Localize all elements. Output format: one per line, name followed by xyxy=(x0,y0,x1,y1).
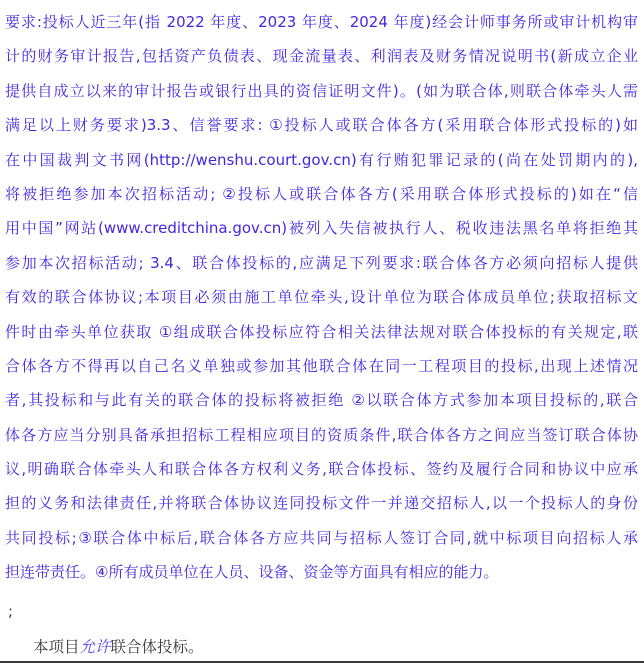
project-statement xyxy=(0,636,644,658)
body-line: 将被拒绝参加本次招标活动; ②投标人或联合体各方(采用联合体形式投标的)如在“信 xyxy=(5,184,638,203)
project-statement-suffix: 联合体投标。 xyxy=(110,637,204,656)
bottom-rule xyxy=(0,661,644,663)
semicolon-line: ; xyxy=(8,601,14,620)
body-line: 在中国裁判文书网(http://wenshu.court.gov.cn)有行贿犯罪记录的(尚在处罚期内的), xyxy=(5,150,638,169)
body-line: 有效的联合体协议;本项目必须由施工单位牵头,设计单位为联合体成员单位;获取招标文 xyxy=(5,288,638,307)
body-line: 共同投标;③联合体中标后,联合体各方应共同与招标人签订合同,就中标项目向招标人承 xyxy=(5,528,638,547)
body-line: 计的财务审计报告,包括资产负债表、现金流量表、利润表及财务情况说明书(新成立企业 xyxy=(5,47,638,66)
body-line: 要求:投标人近三年(指 2022 年度、2023 年度、2024 年度)经会计师事务所或审计机构审 xyxy=(5,13,638,31)
body-line: 体各方应当分别具备承担招标工程相应项目的资质条件,联合体各方之间应当签订联合体协 xyxy=(5,425,638,444)
body-line: 件时由牵头单位获取 ①组成联合体投标应符合相关法律法规对联合体投标的有关规定,联 xyxy=(5,322,638,341)
body-line: 者,其投标和与此有关的联合体的投标将被拒绝 ②以联合体方式参加本项目投标的,联合 xyxy=(5,391,638,410)
body-line: 用中国”网站(www.creditchina.gov.cn)被列入失信被执行人、税收违法黑名单将拒绝其 xyxy=(5,219,638,238)
body-line: 满足以上财务要求)3.3、信誉要求: ①投标人或联合体各方(采用联合体形式投标的)如 xyxy=(5,116,638,135)
body-line: 参加本次招标活动; 3.4、联合体投标的,应满足下列要求:联合体各方必须向招标人提供 xyxy=(5,253,638,272)
body-line: 担连带责任。④所有成员单位在人员、设备、资金等方面具有相应的能力。 xyxy=(5,563,499,582)
body-line: 担的义务和法律责任,并将联合体协议连同投标文件一并递交招标人,以一个投标人的身份 xyxy=(5,494,638,513)
body-line: 提供自成立以来的审计报告或银行出具的资信证明文件)。(如为联合体,则联合体牵头人需 xyxy=(5,81,638,100)
project-statement-emphasis: 允许 xyxy=(79,637,111,656)
body-line: 合体各方不得再以自己名义单独或参加其他联合体在同一工程项目的投标,出现上述情况 xyxy=(5,356,638,375)
project-statement-prefix: 本项目 xyxy=(33,637,80,656)
body-line: 议,明确联合体牵头人和联合体各方权利义务,联合体投标、签约及履行合同和协议中应承 xyxy=(5,460,638,479)
